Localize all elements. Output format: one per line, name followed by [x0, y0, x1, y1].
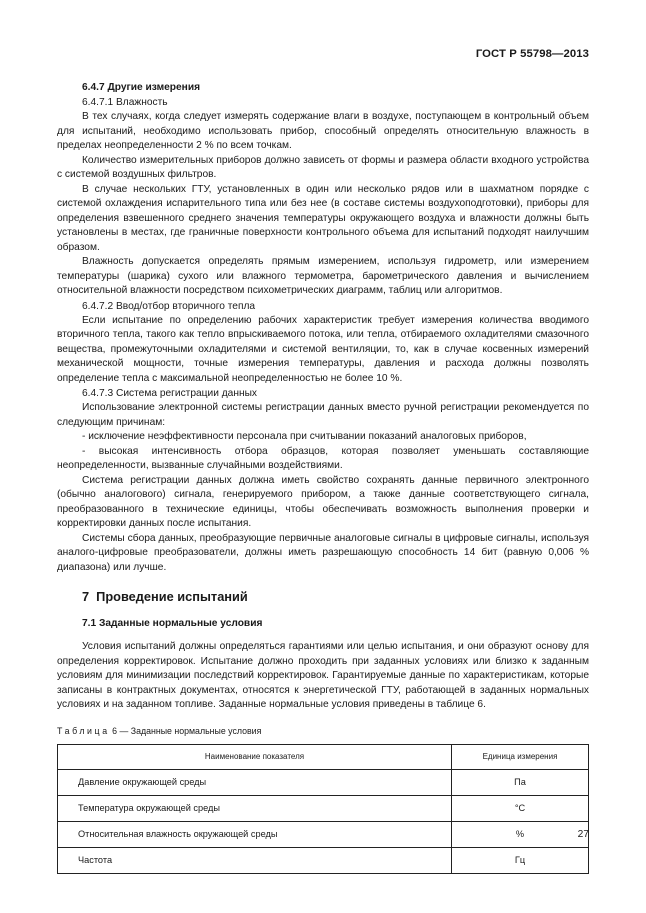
cell-unit: Гц [452, 847, 589, 873]
cell-unit: °С [452, 795, 589, 821]
page-content [57, 80, 589, 874]
column-header-name: Наименование показателя [58, 744, 452, 769]
cell-unit: % [452, 821, 589, 847]
document-code: ГОСТ Р 55798—2013 [475, 48, 589, 60]
column-header-unit: Единица измерения [452, 744, 589, 769]
table-caption [57, 726, 589, 736]
subheading-data-logging: 6.4.7.3 Система регистрации данных [82, 388, 257, 399]
paragraph: В случае нескольких ГТУ, установленных в один или несколько рядов или в шахматном порядке с системой охлаждения испарительного типа или без нее (в составе системы воздухоподготовки), приборы для определения взвешенного среднего значения температуры окружающего воздуха и влажности должны быть установлены в местах, где граничные поверхности контрольного объема для испытаний подходят наилучшим образом. [57, 183, 589, 253]
heading-6-4-7: 6.4.7 Другие измерения [82, 82, 201, 93]
paragraph: Условия испытаний должны определяться гарантиями или целью испытания, и они образуют основу для определения корректировок. Испытание должно проходить при заданных условиях или близко к заданным условиям для минимизации последствий корректировок. Гарантируемые данные по характеристикам, которые записаны в контрактных документах, относятся к энергетической ГТУ, работающей в заданных нормальных условиях и на заданном топливе. Заданные нормальные условия приведены в таблице 6. [57, 641, 589, 710]
cell-name: Температура окружающей среды [58, 795, 452, 821]
subheading-humidity: 6.4.7.1 Влажность [82, 97, 168, 108]
cell-name: Давление окружающей среды [58, 769, 452, 795]
table-row [58, 821, 589, 847]
section-number: 7 [82, 589, 90, 604]
subheading-secondary-heat: 6.4.7.2 Ввод/отбор вторичного тепла [82, 300, 256, 312]
cell-name: Частота [58, 847, 452, 873]
heading-7-1: 7.1 Заданные нормальные условия [82, 618, 263, 629]
section-7-heading [57, 588, 589, 606]
paragraph: Если испытание по определению рабочих характеристик требует измерения количества вводимого вторичного тепла, такого как тепло впрыскиваемого потока, или тепла, отбираемого охладителями смазочного вещества, промежуточными охладителями и системой вентиляции, то, как в случае косвенных измерений механической мощности, точные измерения температуры, давления и расхода должны позволять определение тепла с максимальной неопределенностью не более 10 %. [57, 314, 589, 384]
paragraph: Системы сбора данных, преобразующие первичные аналоговые сигналы в цифровые сигналы, используя аналого-цифровые преобразователи, должны иметь разрешающую способность 14 бит (равную 0,006 % диапазона) или лучше. [57, 532, 589, 573]
table-row [58, 847, 589, 873]
paragraph: Влажность допускается определять прямым измерением, используя гидрометр, или измерением температуры (шарика) сухого или влажного термометра, барометрического давления и вычислением относительной влажности посредством психометрических диаграмм, таблиц или алгоритмов. [57, 256, 589, 296]
section-title: Проведение испытаний [96, 589, 248, 604]
list-item: - высокая интенсивность отбора образцов, которая позволяет уменьшать составляющие неопределенности, вызванные случайными воздействиями. [57, 445, 589, 471]
table-caption-text: — Заданные нормальные условия [119, 725, 262, 736]
paragraph: Количество измерительных приборов должно зависеть от формы и размера области входного устройства с системой воздушных фильтров. [57, 154, 589, 180]
paragraph: Использование электронной системы регистрации данных вместо ручной регистрации рекомендуется по следующим причинам: [57, 402, 589, 428]
cell-unit: Па [452, 769, 589, 795]
paragraph: Система регистрации данных должна иметь свойство сохранять данные первичного электронного (обычно аналогового) сигнала, генерируемого прибором, а также данные соответствующего сигнала, преобразованного в технические единицы, чтобы обеспечивать возможность выполнения проверки и корректировки данных после испытания. [57, 474, 589, 529]
cell-name: Относительная влажность окружающей среды [58, 821, 452, 847]
table-caption-number: 6 [112, 725, 118, 736]
table-header-row [58, 744, 589, 769]
table-row [58, 795, 589, 821]
table-caption-label: Таблица [57, 725, 110, 736]
table-row [58, 769, 589, 795]
paragraph: В тех случаях, когда следует измерять содержание влаги в воздухе, поступающем в контрольный объем для испытаний, необходимо использовать прибор, способный определять относительную влажность в пределах неопределенности 2 % по всем точкам. [57, 111, 589, 151]
page-number: 27 [577, 829, 589, 840]
list-item: - исключение неэффективности персонала при считывании показаний аналоговых приборов, [82, 431, 527, 442]
conditions-table [57, 744, 589, 874]
